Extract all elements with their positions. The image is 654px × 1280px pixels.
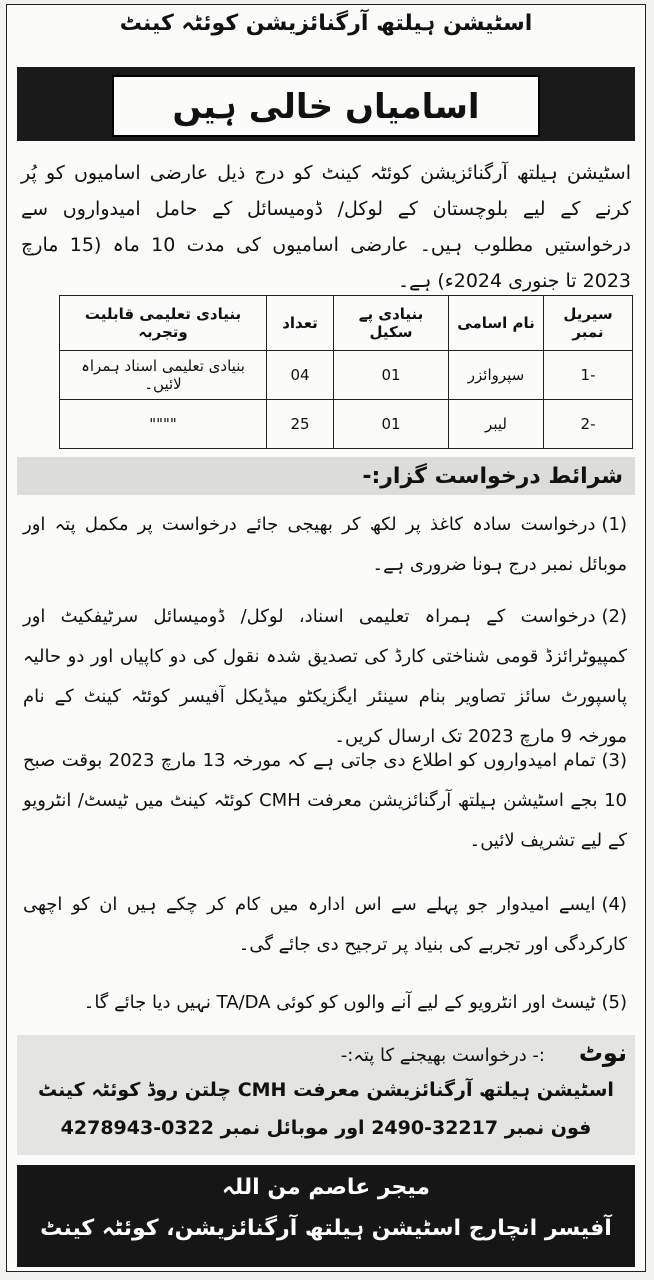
col-serial: سیریل نمبر: [544, 296, 633, 351]
conditions-heading: شرائط درخواست گزار:-: [17, 457, 635, 495]
col-qualification: بنیادی تعلیمی قابلیت وتجربہ: [60, 296, 267, 351]
condition-item: [23, 505, 627, 585]
organization-title: اسٹیشن ہیلتھ آرگنائزیشن کوئٹہ کینٹ: [119, 11, 533, 36]
signature-block: [17, 1165, 635, 1267]
table-row: [60, 351, 633, 400]
condition-number: (2): [601, 606, 627, 627]
condition-item: [23, 885, 627, 965]
condition-number: (5): [601, 992, 627, 1013]
cell-count: 25: [267, 400, 334, 449]
posts-table: [59, 295, 633, 449]
condition-number: (1): [601, 514, 627, 535]
condition-item: [23, 983, 627, 1023]
cell-pay-scale: 01: [334, 351, 449, 400]
note-label: نوٹ: [578, 1039, 627, 1067]
vacancy-banner: [17, 67, 635, 141]
banner-text: اسامیاں خالی ہیں: [112, 75, 540, 137]
table-header-row: [60, 296, 633, 351]
signatory-designation: آفیسر انچارج اسٹیشن ہیلتھ آرگنائزیشن، کوئٹہ کینٹ: [40, 1216, 612, 1241]
table-row: [60, 400, 633, 449]
intro-paragraph: اسٹیشن ہیلتھ آرگنائزیشن کوئٹہ کینٹ کو درج ذیل عارضی اسامیوں کو پُر کرنے کے لیے بلوچستان کے لوکل/ ڈومیسائل کے حامل امیدواروں سے درخواستیں مطلوب ہیں۔ عارضی اسامیوں کی مدت 10 ماہ (15 مارچ 2023 تا جنوری 2024ء) ہے۔: [21, 162, 631, 292]
cell-serial: -1: [544, 351, 633, 400]
contact-phone: فون نمبر 32217-2490 اور موبائل نمبر 0322-4278943: [60, 1117, 592, 1139]
signatory-name: میجر عاصم من اللہ: [221, 1175, 430, 1200]
note-line: :- درخواست بھیجنے کا پتہ:-: [340, 1045, 545, 1066]
mailing-address: اسٹیشن ہیلتھ آرگنائزیشن معرفت CMH چلتن روڈ کوئٹہ کینٹ: [38, 1079, 614, 1101]
condition-item: [23, 741, 627, 861]
col-count: تعداد: [267, 296, 334, 351]
cell-qualification: بنیادی تعلیمی اسناد ہمراہ لائیں۔: [60, 351, 267, 400]
col-pay-scale: بنیادی پے سکیل: [334, 296, 449, 351]
condition-text: تمام امیدواروں کو اطلاع دی جاتی ہے کہ مورخہ 13 مارچ 2023 بوقت صبح 10 بجے اسٹیشن ہیلتھ آرگنائزیشن معرفت CMH کوئٹہ کینٹ میں ٹیسٹ/ انٹرویو کے لیے تشریف لائیں۔: [23, 750, 627, 851]
advertisement-page: [6, 4, 646, 1272]
cell-serial: -2: [544, 400, 633, 449]
cell-post-name: سپروائزر: [449, 351, 544, 400]
cell-qualification: """": [60, 400, 267, 449]
col-post-name: نام اسامی: [449, 296, 544, 351]
condition-number: (4): [601, 894, 627, 915]
condition-number: (3): [601, 750, 628, 771]
condition-text: درخواست سادہ کاغذ پر لکھ کر بھیجی جائے درخواست پر مکمل پتہ اور موبائل نمبر درج ہونا ضروری ہے۔: [23, 514, 627, 575]
cell-count: 04: [267, 351, 334, 400]
cell-pay-scale: 01: [334, 400, 449, 449]
cell-post-name: لیبر: [449, 400, 544, 449]
condition-item: [23, 597, 627, 757]
condition-text: ایسے امیدوار جو پہلے سے اس ادارہ میں کام کر چکے ہیں ان کو اچھی کارکردگی اور تجربے کی بنیاد پر ترجیح دی جائے گی۔: [23, 894, 627, 955]
condition-text: ٹیسٹ اور انٹرویو کے لیے آنے والوں کو کوئی TA/DA نہیں دیا جائے گا۔: [83, 992, 596, 1013]
condition-text: درخواست کے ہمراہ تعلیمی اسناد، لوکل/ ڈومیسائل سرٹیفکیٹ اور کمپیوٹرائزڈ قومی شناختی کارڈ کی تصدیق شدہ نقول کی دو کاپیاں اور دو حالیہ پاسپورٹ سائز تصاویر بنام سینئر ایگزیکٹو میڈیکل آفیسر کوئٹہ کینٹ کے نام مورخہ 9 مارچ 2023 تک ارسال کریں۔: [23, 606, 627, 747]
